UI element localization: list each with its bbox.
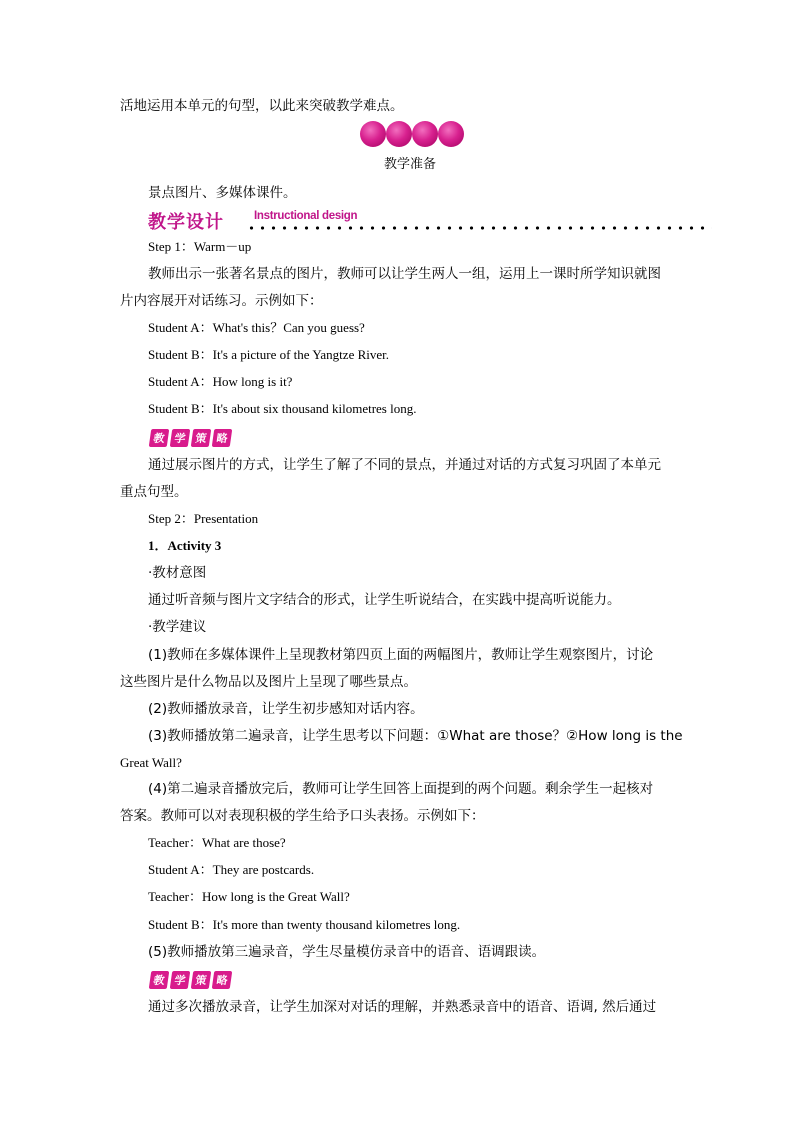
decorative-balls-icon xyxy=(360,121,464,149)
advice1-line1: (1)教师在多媒体课件上呈现教材第四页上面的两幅图片，教师让学生观察图片，讨论 xyxy=(148,647,654,663)
dialog1-line: Student B：It's about six thousand kilometres long. xyxy=(148,401,417,416)
advice1-line2: 这些图片是什么物品以及图片上呈现了哪些景点。 xyxy=(120,674,417,690)
dialog1-line: Student B：It's a picture of the Yangtze River. xyxy=(148,347,390,362)
dotted-divider xyxy=(246,225,712,231)
intent-heading: ·教材意图 xyxy=(148,565,207,581)
advice4-line1: (4)第二遍录音播放完后，教师可让学生回答上面提到的两个问题。剩余学生一起核对 xyxy=(148,781,654,797)
dialog2-line: Student B：It's more than twenty thousand kilometres long. xyxy=(148,917,461,932)
strategy-badge xyxy=(150,971,231,989)
prep-text: 景点图片、多媒体课件。 xyxy=(148,185,297,201)
strategy-badge xyxy=(150,429,231,447)
advice-heading: ·教学建议 xyxy=(148,619,207,635)
step1-heading: Step 1：Warm－up xyxy=(148,239,252,254)
step1-paragraph-line2: 片内容展开对话练习。示例如下： xyxy=(120,293,323,309)
advice3-line1: (3)教师播放第二遍录音，让学生思考以下问题：①What are those？②How long is the xyxy=(148,728,683,744)
advice3-line2: Great Wall? xyxy=(120,755,182,770)
badge-char: 学 xyxy=(170,971,191,989)
badge-char: 略 xyxy=(212,429,233,447)
strategy2-line1: 通过多次播放录音，让学生加深对对话的理解，并熟悉录音中的语音、语调, 然后通过 xyxy=(148,999,657,1015)
dialog1-line: Student A：How long is it? xyxy=(148,374,293,389)
badge-char: 策 xyxy=(191,429,212,447)
advice2: (2)教师播放录音，让学生初步感知对话内容。 xyxy=(148,701,424,717)
prep-heading: 教学准备 xyxy=(384,157,437,172)
advice5: (5)教师播放第三遍录音，学生尽量模仿录音中的语音、语调跟读。 xyxy=(148,944,546,960)
strategy1-line1: 通过展示图片的方式，让学生了解了不同的景点，并通过对话的方式复习巩固了本单元 xyxy=(148,457,661,473)
badge-char: 教 xyxy=(149,429,170,447)
strategy1-line2: 重点句型。 xyxy=(120,484,188,500)
badge-char: 略 xyxy=(212,971,233,989)
dialog2-line: Teacher：What are those? xyxy=(148,835,286,850)
intro-tail-line: 活地运用本单元的句型，以此来突破教学难点。 xyxy=(120,98,404,114)
design-title: 教学设计 xyxy=(148,212,224,233)
badge-char: 教 xyxy=(149,971,170,989)
step1-paragraph-line1: 教师出示一张著名景点的图片，教师可以让学生两人一组，运用上一课时所学知识就图 xyxy=(148,266,661,282)
badge-char: 学 xyxy=(170,429,191,447)
dialog1-line: Student A：What's this？Can you guess? xyxy=(148,320,365,335)
badge-char: 策 xyxy=(191,971,212,989)
step2-heading: Step 2：Presentation xyxy=(148,511,259,526)
intent-text: 通过听音频与图片文字结合的形式，让学生听说结合，在实践中提高听说能力。 xyxy=(148,592,621,608)
dialog2-line: Student A：They are postcards. xyxy=(148,862,315,877)
advice4-line2: 答案。教师可以对表现积极的学生给予口头表扬。示例如下： xyxy=(120,808,485,824)
activity-heading: 1．Activity 3 xyxy=(148,538,222,553)
dialog2-line: Teacher：How long is the Great Wall? xyxy=(148,889,350,904)
design-subtitle: Instructional design xyxy=(254,210,358,222)
